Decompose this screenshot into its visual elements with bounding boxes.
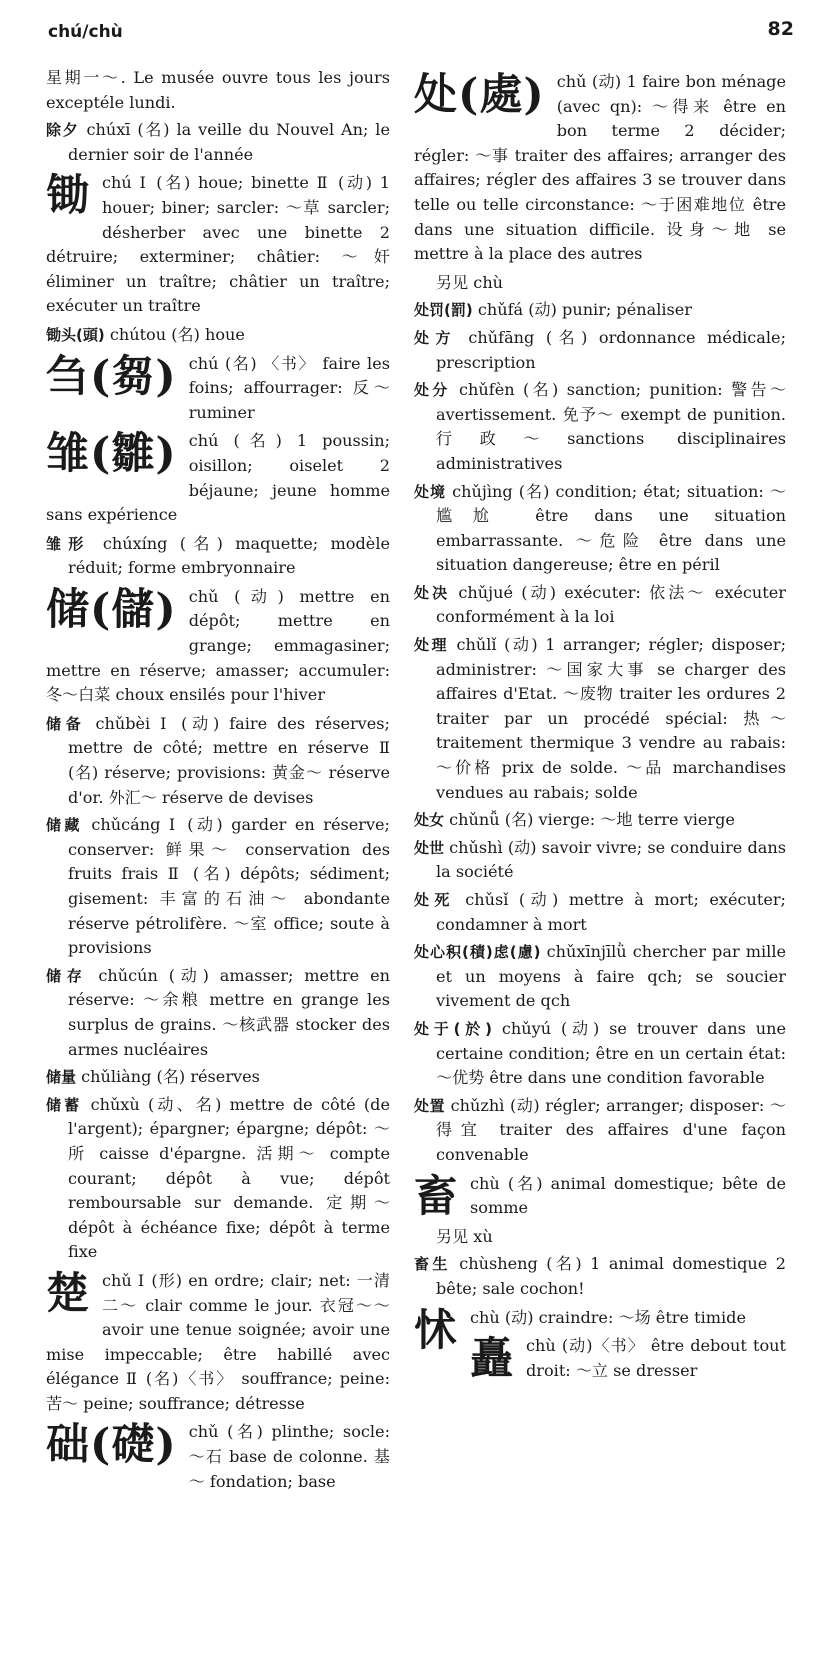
definition: chù (动)〈书〉 être debout tout droit: ～立 se dresser [526,1336,786,1380]
definition: chǔfāng (名) ordonnance médicale; prescription [436,327,786,372]
headword: 除夕 [46,121,80,140]
definition: chǔfèn (名) sanction; punition: 警告～ avertissement. 免予～ exempt de punition. 行政～sanctions disciplinaires administratives [436,380,786,473]
sub-entry [414,581,786,630]
definition: chǔzhì (动) régler; arranger; disposer: ～得宜 traiter des affaires d'une façon convenable [436,1095,786,1164]
main-entry [414,1305,786,1356]
headword: 处置 [414,1096,446,1115]
definition: chútou (名) houe [109,324,245,344]
left-column [46,66,390,1498]
sub-entry [414,298,786,323]
main-headword: 楚 [46,1268,90,1319]
headword: 处理 [414,636,449,655]
main-entry [46,585,390,708]
headword: 储存 [46,966,88,985]
headword: 处境 [414,482,446,501]
main-headword: 矗 [470,1334,514,1385]
headword: 雏形 [46,534,91,553]
headword: 畜生 [414,1255,451,1274]
sub-entry [46,712,390,810]
definition: 星期一～. Le musée ouvre tous les jours exceptéle lundi. [46,68,390,112]
main-headword: 锄 [46,171,90,222]
headword: 储备 [46,714,86,733]
headword: 储藏 [46,816,83,835]
definition: chúxíng (名) maquette; modèle réduit; forme embryonnaire [68,533,390,578]
sub-entry [414,480,786,578]
sub-entry [414,326,786,375]
sub-entry [46,964,390,1062]
main-headword: 刍(芻) [46,351,177,402]
definition: chǔxù (动、名) mettre de côté (de l'argent); épargner; épargne; dépôt: ～所 caisse d'épargne. 活期～ compte courant; dépôt à vue; dépôt remboursable sur demande. 定期～ dépôt à échéance fixe; dépôt à terme fixe [68,1094,390,1262]
see-also: 另见 chù [436,272,504,292]
definition: chǔcún (动) amasser; mettre en réserve: ～余粮 mettre en grange les surplus de grains. ～核武器 stocker des armes nucléaires [68,965,390,1059]
headword: 处方 [414,328,457,347]
headword: 储蓄 [46,1095,83,1114]
definition: chǔshì (动) savoir vivre; se conduire dans la société [436,837,786,882]
main-headword: 畜 [414,1171,458,1222]
see-also: 另见 xù [436,1226,493,1246]
main-headword: 处(處) [414,70,545,120]
main-entry [414,70,786,267]
main-entry [46,171,390,319]
headword: 处分 [414,381,451,400]
main-entry [46,1420,390,1494]
main-headword: 储(儲) [46,584,177,635]
headword: 处世 [414,838,445,857]
definition: chǔjué (动) exécuter: 依法～ exécuter conformément à la loi [436,582,786,627]
main-entry [414,1334,786,1383]
headword: 处心积(積)虑(慮) [414,943,541,962]
sub-entry [414,940,786,1014]
definition: chǔfá (动) punir; pénaliser [477,300,692,320]
definition: chǔxīnjīlǜ chercher par mille et un moyens à faire qch; se soucier vivement de qch [436,942,786,1011]
headword: 处罚(罰) [414,301,473,320]
sub-entry [414,1094,786,1168]
definition: chú (名) 〈书〉 faire les foins; affourrager: 反～ ruminer [188,353,390,422]
definition: chǔ (名) plinthe; socle: ～石 base de colonne. 基～ fondation; base [188,1422,390,1491]
definition: chǔjìng (名) condition; état; situation: ～尴尬 être dans une situation embarrassante. ～危险 être dans une situation dangereuse; être en péril [436,481,786,575]
main-headword: 雏(雛) [46,429,177,480]
definition: chú Ⅰ (名) houe; binette Ⅱ (动) 1 houer; biner; sarcler: ～草 sarcler; désherber avec une binette 2 détruire; exterminer; châtier: ～奸 éliminer un traître; châtier un traître; exécuter un traître [46,173,390,316]
definition: chùsheng (名) 1 animal domestique 2 bête; sale cochon! [436,1254,786,1298]
sub-entry [46,323,390,348]
definition: chù (动) craindre: ～场 être timide [470,1307,746,1327]
right-column [414,66,786,1387]
headword: 处于(於) [414,1019,492,1038]
definition: chǔ (动) 1 faire bon ménage (avec qn): ～得来 être en bon terme 2 décider; régler: ～事 traiter des affaires; arranger des affaires; régler des affaires 3 se trouver dans telle ou telle circonstance: ～于困难地位 être dans une situation difficile. 设身～地 se mettre à la place des autres [414,72,786,264]
sub-entry [46,1093,390,1265]
definition: chǔliàng (名) réserves [81,1067,260,1087]
sub-entry [414,1252,786,1301]
sub-entry [46,1065,390,1090]
sub-entry [46,813,390,961]
sub-entry [46,118,390,167]
running-head: chú/chù [48,22,123,42]
definition: chǔyú (动) se trouver dans une certaine condition; être en un certain état: ～优势 être dans une condition favorable [436,1018,786,1088]
page-header [48,18,794,48]
headword: 锄头(頭) [46,325,105,344]
headword: 处死 [414,891,455,909]
sub-entry [414,1017,786,1091]
definition: chǔnǚ (名) vierge: ～地 terre vierge [449,810,735,830]
main-headword: 础(礎) [46,1420,177,1471]
headword: 处决 [414,583,451,602]
definition: chǔ (动) mettre en dépôt; mettre en grange; emmagasiner; mettre en réserve; amasser; accumuler: 冬～白菜 choux ensilés pour l'hiver [46,586,390,705]
definition: chǔbèi Ⅰ (动) faire des réserves; mettre de côté; mettre en réserve Ⅱ (名) réserve; provisions: 黄金～ réserve d'or. 外汇～ réserve de devises [68,713,390,807]
definition: chú (名) 1 poussin; oisillon; oiselet 2 béjaune; jeune homme sans expérience [46,431,390,525]
page-number: 82 [767,18,794,40]
main-entry [46,352,390,426]
main-entry [414,1172,786,1221]
definition: chúxī (名) la veille du Nouvel An; le dernier soir de l'année [68,120,390,164]
main-entry [46,1269,390,1417]
headword: 储量 [46,1068,77,1087]
definition: chǔcáng Ⅰ (动) garder en réserve; conserver: 鲜果～ conservation des fruits frais Ⅱ (名) dépôts; sédiment; gisement: 丰富的石油～ abondante réserve pétrolifère. ～室 office; soute à provisions [68,815,390,958]
main-headword: 怵 [414,1305,458,1356]
sub-entry [414,633,786,805]
sub-entry [46,532,390,581]
definition: chù (名) animal domestique; bête de somme [470,1173,786,1218]
sub-entry [414,378,786,476]
definition: chǔsǐ (动) mettre à mort; exécuter; condamner à mort [436,890,786,934]
main-entry [46,429,390,527]
definition: chǔ Ⅰ (形) en ordre; clair; net: 一清二～ clair comme le jour. 衣冠～～ avoir une tenue soignée; avoir une mise impeccable; être habillé avec élégance Ⅱ (名)〈书〉 souffrance; peine: 苦～ peine; souffrance; détresse [46,1270,390,1413]
sub-entry [414,808,786,833]
sub-entry [414,836,786,885]
continued-entry [46,66,390,115]
definition: chǔlǐ (动) 1 arranger; régler; disposer; administrer: ～国家大事 se charger des affaires d'Etat. ～废物 traiter les ordures 2 traiter par un procédé spécial: 热～ traitement thermique 3 vendre au rabais: ～价格 prix de solde. ～品 marchandises vendues au rabais; solde [436,635,786,802]
headword: 处女 [414,811,445,830]
sub-entry [414,888,786,937]
